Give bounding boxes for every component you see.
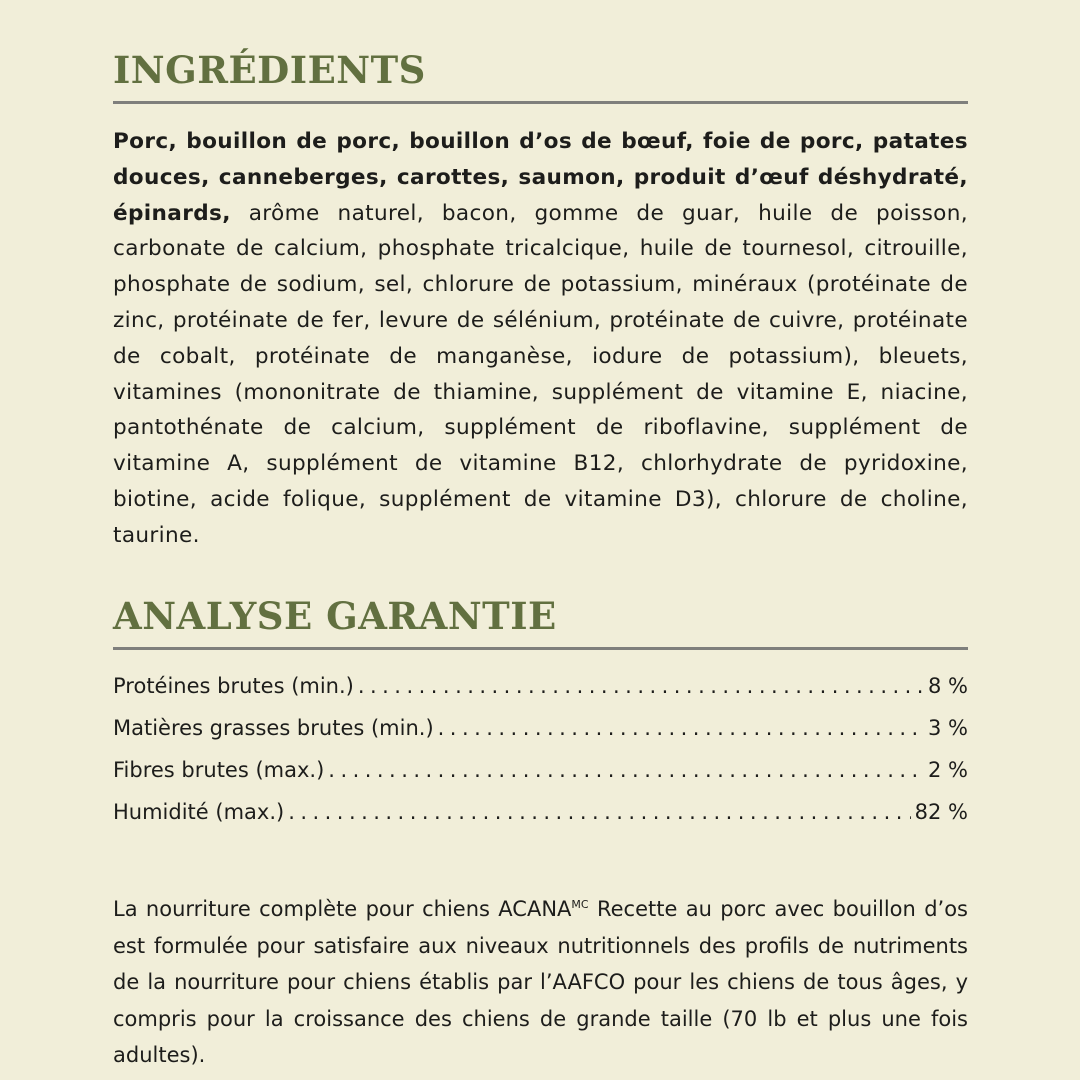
analysis-value: 82 %: [914, 800, 968, 824]
ingredients-list: [113, 124, 968, 554]
analysis-heading: ANALYSE GARANTIE: [113, 594, 557, 638]
analysis-value: 8 %: [928, 674, 968, 698]
ingredients-bold-text: Porc, bouillon de porc, bouillon d’os de bœuf, foie de porc, patates douces, canneberges, carottes, saumon, produit d’œuf déshydraté, épinards,: [113, 129, 968, 226]
analysis-value: 3 %: [928, 716, 968, 740]
dot-leader: [438, 707, 924, 749]
ingredients-regular-text: arôme naturel, bacon, gomme de guar, huile de poisson, carbonate de calcium, phosphate tricalcique, huile de tournesol, citrouille, phosphate de sodium, sel, chlorure de potassium, minéraux (protéinate de zinc, protéinate de fer, levure de sélénium, protéinate de cuivre, protéinate de cobalt, protéinate de manganèse, iodure de potassium), bleuets, vitamines (mononitrate de thiamine, supplément de vitamine E, niacine, pantothénate de calcium, supplément de riboflavine, supplément de vitamine A, supplément de vitamine B12, chlorhydrate de pyridoxine, biotine, acide folique, supplément de vitamine D3), chlorure de choline, taurine.: [113, 200, 968, 548]
analysis-label: Protéines brutes (min.): [113, 674, 354, 698]
analysis-row-moisture: [113, 791, 968, 833]
statement-part2: Recette au porc avec bouillon d’os est formulée pour satisfaire aux niveaux nutritionnels des profils de nutriments de la nourriture pour chiens établis par l’AAFCO pour les chiens de tous âges, y compris pour la croissance des chiens de grande taille (70 lb et plus une fois adultes).: [113, 897, 968, 1067]
analysis-section: [113, 594, 968, 833]
analysis-row-fat: [113, 707, 968, 749]
ingredients-heading: INGRÉDIENTS: [113, 48, 426, 92]
ingredients-section: [113, 48, 968, 575]
ingredients-divider: [113, 101, 968, 104]
analysis-label: Humidité (max.): [113, 800, 285, 824]
analysis-row-fiber: [113, 749, 968, 791]
dot-leader: [328, 749, 924, 791]
statement-part1: La nourriture complète pour chiens ACANA: [113, 897, 572, 921]
trademark-superscript: MC: [571, 898, 589, 911]
nutritional-adequacy-statement: [113, 891, 968, 1074]
analysis-divider: [113, 647, 968, 650]
analysis-row-protein: [113, 665, 968, 707]
analysis-label: Matières grasses brutes (min.): [113, 716, 434, 740]
analysis-list: [113, 665, 968, 833]
dot-leader: [288, 791, 910, 833]
dot-leader: [358, 665, 924, 707]
analysis-label: Fibres brutes (max.): [113, 758, 325, 782]
analysis-value: 2 %: [928, 758, 968, 782]
